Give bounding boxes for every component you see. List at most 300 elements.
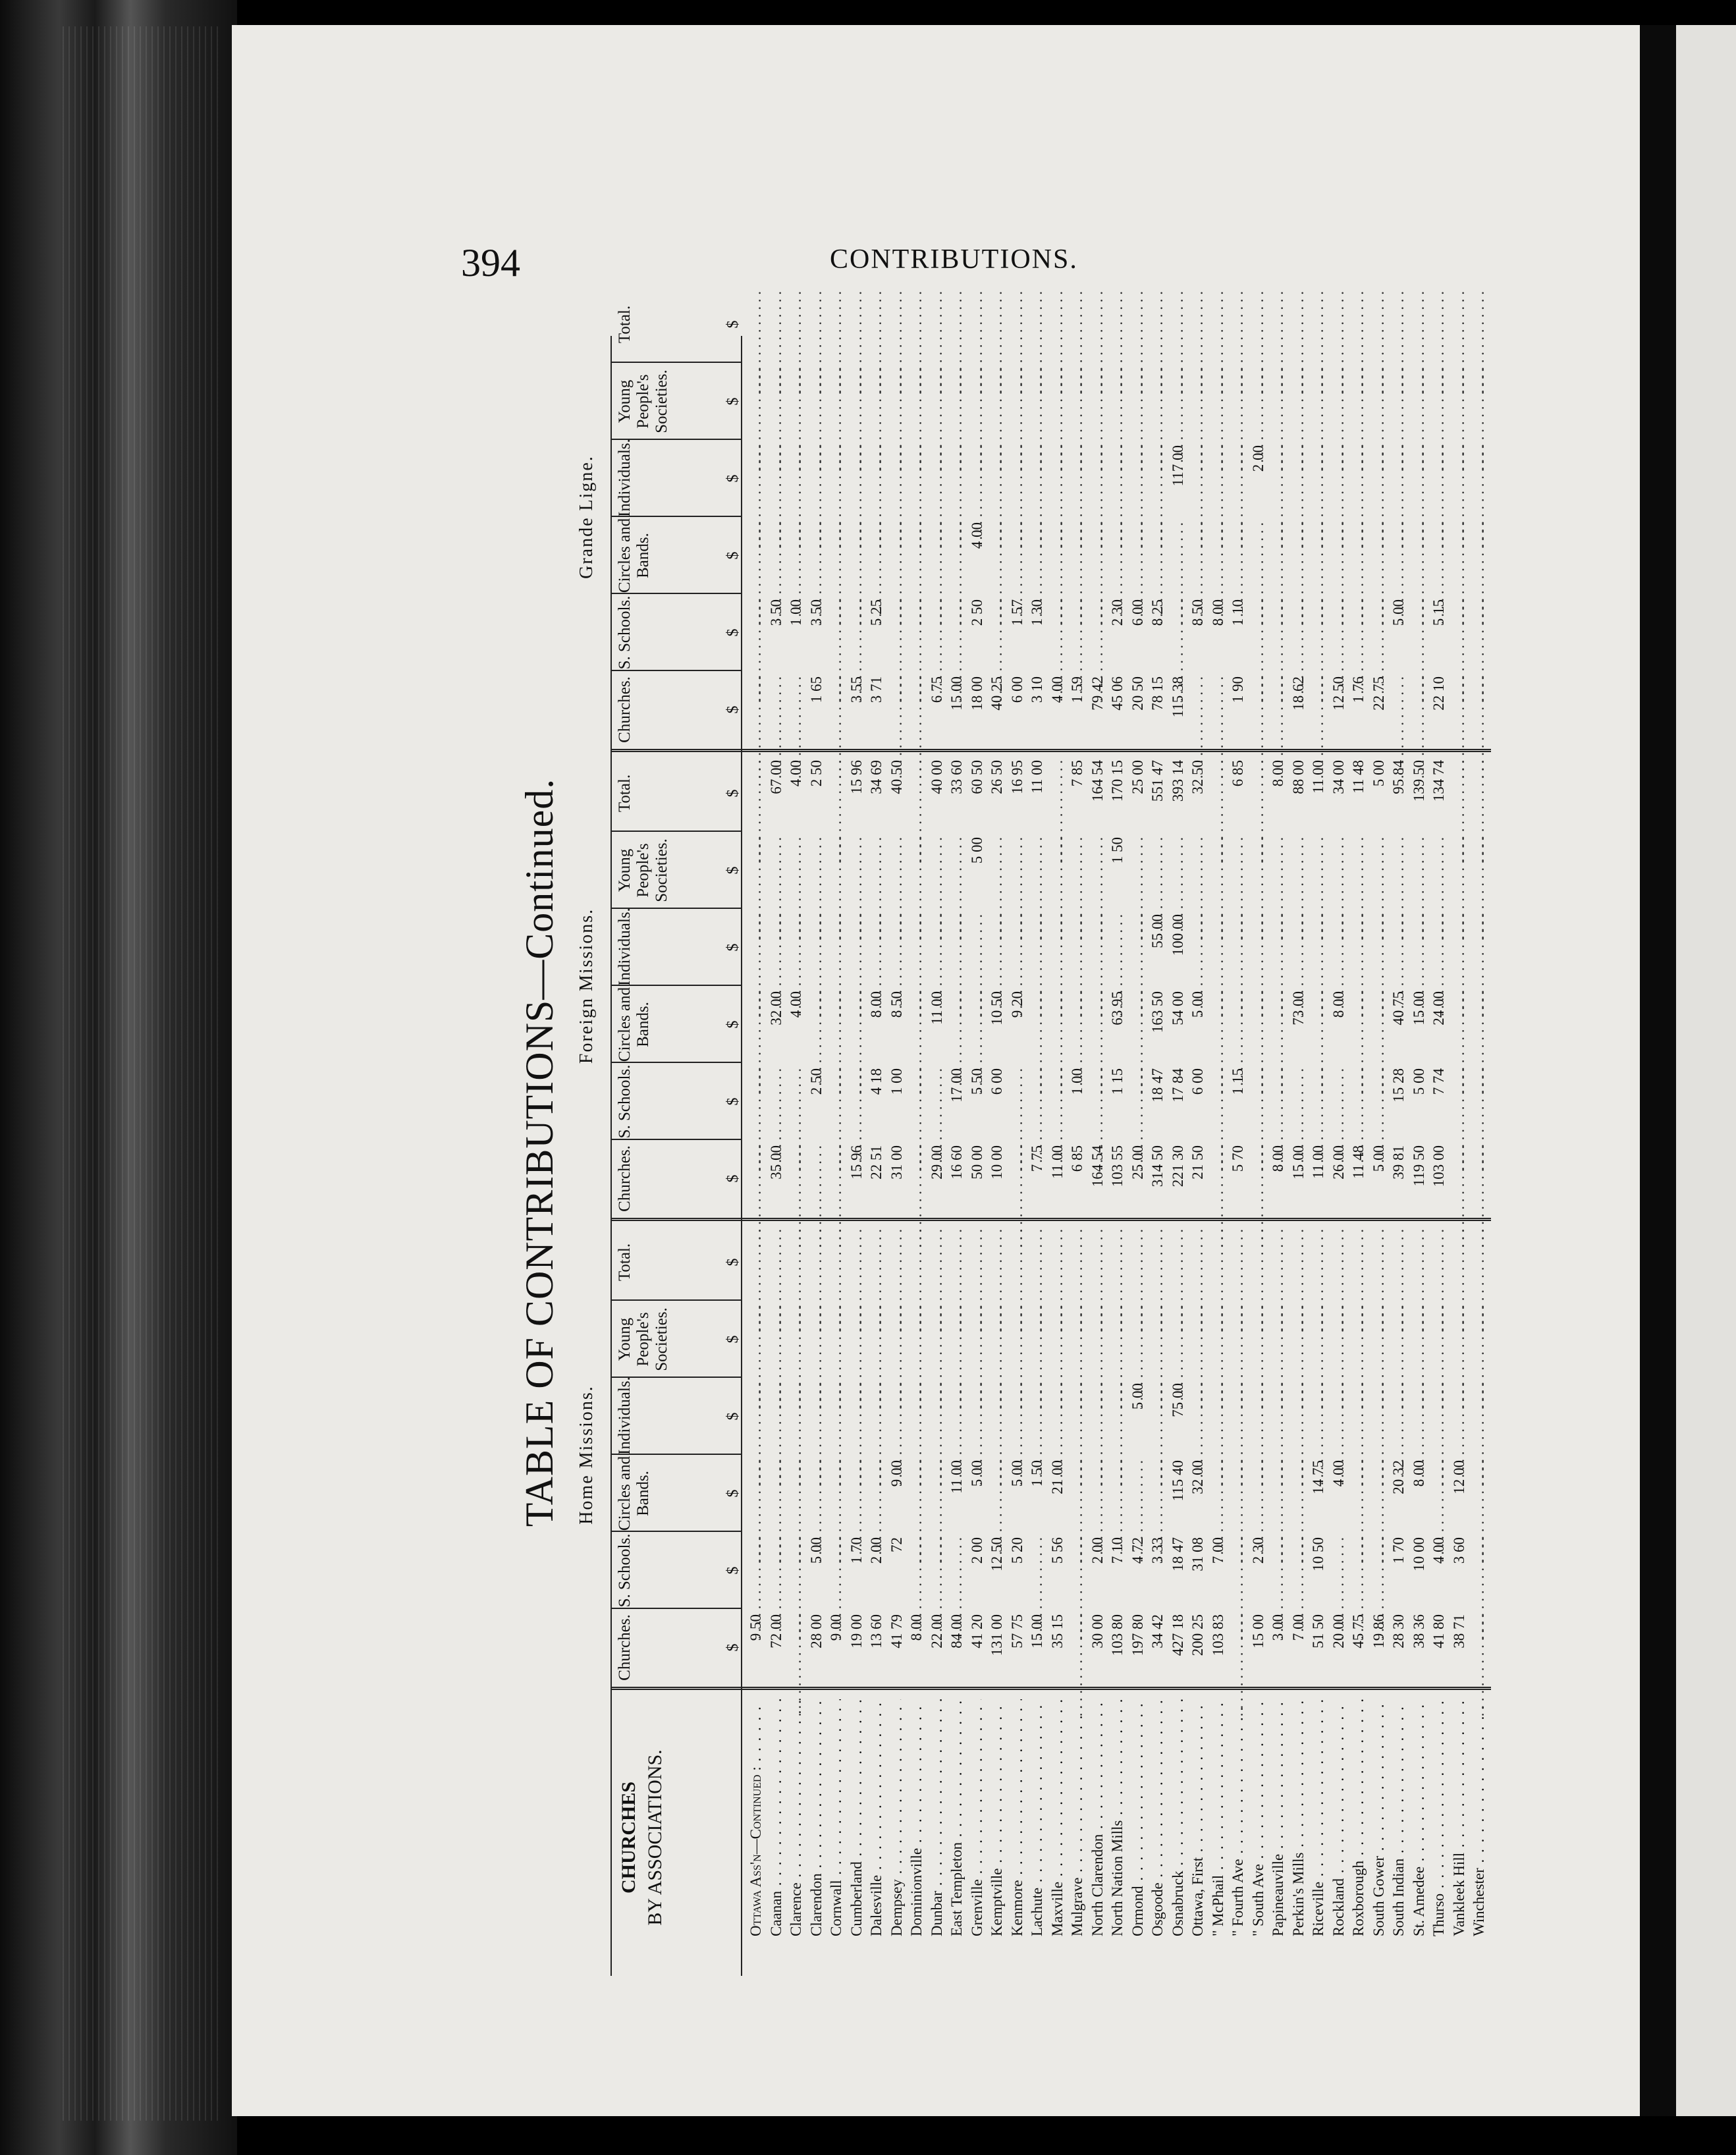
table-row <box>948 336 968 1976</box>
church-name: Thurso . . . <box>1430 1699 1450 1936</box>
book-spine <box>0 0 237 2155</box>
amount-cell: 5 00 <box>1008 1460 1025 1487</box>
amount-cell: 39 81 <box>1390 1145 1407 1180</box>
church-name: " McPhail . . . <box>1210 1699 1230 1936</box>
amount-cell <box>948 291 968 363</box>
amount-cell <box>929 1229 948 1301</box>
col-header-grande-4: Young People's Societies. <box>616 369 670 433</box>
amount-cell: 21 00 <box>1048 1460 1066 1494</box>
amount-cell: 5 25 <box>868 599 884 626</box>
amount-cell <box>848 1229 868 1301</box>
amount-cell <box>1451 291 1471 363</box>
amount-cell: 5 00 <box>1189 991 1206 1018</box>
amount-cell: 11 48 <box>1350 1145 1367 1179</box>
rotated-contributions-table <box>517 305 1518 1976</box>
church-name: North Nation Mills . . . <box>1109 1699 1129 1936</box>
table-row <box>1310 336 1330 1976</box>
amount-cell: 14 75 <box>1310 1460 1326 1494</box>
amount-cell: 100 00 <box>1169 914 1186 956</box>
amount-cell <box>1029 1537 1048 1609</box>
amount-cell: 28 00 <box>807 1614 825 1649</box>
amount-cell <box>969 291 989 363</box>
amount-cell: 4 00 <box>968 522 985 549</box>
amount-cell: 197 80 <box>1129 1614 1146 1656</box>
amount-cell: 427 18 <box>1169 1614 1186 1656</box>
amount-cell <box>848 837 868 909</box>
amount-cell <box>888 837 908 909</box>
amount-cell: 6 85 <box>1069 1145 1085 1172</box>
amount-cell <box>768 676 788 748</box>
table-row <box>1049 336 1069 1976</box>
amount-cell: 4 00 <box>1330 1460 1347 1487</box>
amount-cell <box>1430 1229 1450 1301</box>
church-name: Lachute . . . <box>1029 1699 1048 1936</box>
church-name: Dalesville . . . <box>868 1699 888 1936</box>
table-row <box>1250 336 1270 1976</box>
church-name: Kenmore . . . <box>1009 1699 1029 1936</box>
amount-cell: 18 47 <box>1149 1068 1166 1103</box>
amount-cell <box>1210 676 1230 748</box>
table-row <box>768 336 788 1976</box>
amount-cell <box>908 291 928 363</box>
amount-cell: 40 75 <box>1390 991 1407 1025</box>
dollar-sign: $ <box>724 1258 742 1267</box>
amount-cell <box>948 1229 968 1301</box>
amount-cell <box>1270 291 1289 363</box>
amount-cell: 17 84 <box>1169 1068 1186 1103</box>
amount-cell: 8 00 <box>908 1614 925 1641</box>
table-row <box>1029 336 1048 1976</box>
column-rule <box>610 593 742 594</box>
church-name: Osgoode . . . <box>1149 1699 1169 1936</box>
amount-cell: 31 08 <box>1189 1537 1206 1571</box>
dollar-sign: $ <box>724 320 742 329</box>
amount-cell: 3 55 <box>848 676 865 703</box>
dollar-sign: $ <box>724 1174 742 1183</box>
amount-cell: 1 70 <box>848 1537 865 1564</box>
dollar-sign: $ <box>724 705 742 714</box>
table-row <box>828 336 848 1976</box>
amount-cell: 551 47 <box>1149 760 1166 802</box>
table-row <box>1129 336 1149 1976</box>
col-header-home-0: Churches. <box>616 1614 634 1681</box>
amount-cell: 163 50 <box>1149 991 1166 1033</box>
col-header-foreign-2: Circles and Bands. <box>616 987 652 1062</box>
amount-cell: 72 00 <box>767 1614 784 1649</box>
amount-cell <box>1029 1229 1048 1301</box>
amount-cell <box>1230 837 1249 909</box>
amount-cell <box>808 1145 828 1217</box>
church-name: Cornwall . . . <box>828 1699 848 1936</box>
amount-cell: 34 42 <box>1149 1614 1166 1649</box>
amount-cell: 1 57 <box>1008 599 1025 626</box>
amount-cell: 40 50 <box>888 760 905 794</box>
amount-cell <box>1390 291 1410 363</box>
church-name: Vankleek Hill . . . <box>1451 1699 1471 1936</box>
dollar-sign: $ <box>724 1097 742 1106</box>
amount-cell <box>1330 1068 1350 1140</box>
amount-cell: 11 00 <box>1029 760 1045 794</box>
group-header-home: Home Missions. <box>576 1385 597 1525</box>
amount-cell <box>1170 522 1189 594</box>
table-row <box>848 336 868 1976</box>
amount-cell: 8 25 <box>1149 599 1166 626</box>
amount-cell: 2 50 <box>807 760 825 787</box>
amount-cell: 115 40 <box>1169 1460 1186 1502</box>
church-name: Dominionville . . . <box>908 1699 928 1936</box>
amount-cell: 15 96 <box>848 760 865 794</box>
amount-cell: 2 00 <box>968 1537 985 1564</box>
amount-cell: 25 00 <box>1129 760 1146 794</box>
amount-cell <box>1089 1229 1109 1301</box>
amount-cell: 75 00 <box>1169 1383 1186 1417</box>
amount-cell: 11 00 <box>1310 760 1326 794</box>
church-name: Grenville . . . <box>969 1699 989 1936</box>
amount-cell: 5 70 <box>1230 1145 1246 1172</box>
amount-cell <box>1270 837 1289 909</box>
amount-cell <box>1210 291 1230 363</box>
col-header-foreign-0: Churches. <box>616 1145 634 1212</box>
amount-cell <box>1230 1229 1249 1301</box>
amount-cell <box>1029 837 1048 909</box>
amount-cell: 3 33 <box>1149 1537 1166 1564</box>
amount-cell <box>1189 837 1209 909</box>
amount-cell <box>1089 837 1109 909</box>
amount-cell <box>969 914 989 986</box>
col-header-grande-5: Total. <box>616 305 634 344</box>
church-name: Clarendon . . . <box>808 1699 828 1936</box>
table-row <box>969 336 989 1976</box>
amount-cell <box>788 837 807 909</box>
amount-cell: 29 00 <box>928 1145 945 1180</box>
amount-cell: 119 50 <box>1410 1145 1427 1187</box>
amount-cell: 6 85 <box>1230 760 1246 787</box>
amount-cell <box>1029 291 1048 363</box>
amount-cell: 1 50 <box>1029 1460 1045 1487</box>
amount-cell: 103 80 <box>1109 1614 1126 1656</box>
amount-cell: 1 15 <box>1230 1068 1246 1095</box>
amount-cell: 38 71 <box>1450 1614 1467 1649</box>
amount-cell <box>1310 837 1330 909</box>
church-name: Winchester . . . <box>1471 1699 1490 1936</box>
amount-cell: 5 00 <box>1129 1383 1146 1410</box>
amount-cell <box>808 291 828 363</box>
amount-cell: 31 00 <box>888 1145 905 1180</box>
amount-cell: 17 00 <box>948 1068 965 1103</box>
church-name: South Gower . . . <box>1370 1699 1390 1936</box>
dollar-sign: $ <box>724 789 742 798</box>
column-rule <box>610 439 742 440</box>
amount-cell: 5 00 <box>807 1537 825 1564</box>
amount-cell: 8 00 <box>1410 1460 1427 1487</box>
amount-cell <box>929 837 948 909</box>
amount-cell <box>1069 1229 1089 1301</box>
amount-cell <box>1109 1229 1129 1301</box>
church-name: Cumberland . . . <box>848 1699 868 1936</box>
amount-cell: 11 48 <box>1350 760 1367 794</box>
amount-cell <box>768 1229 788 1301</box>
amount-cell <box>1009 1068 1029 1140</box>
amount-cell <box>1189 291 1209 363</box>
amount-cell: 18 00 <box>968 676 985 711</box>
amount-cell: 5 00 <box>1370 1145 1387 1172</box>
col-header-foreign-5: Total. <box>616 774 634 813</box>
column-rule <box>610 1377 742 1378</box>
church-name: Roxborough . . . <box>1350 1699 1370 1936</box>
amount-cell: 40 25 <box>989 676 1005 711</box>
amount-cell: 11 00 <box>928 991 945 1025</box>
amount-cell <box>948 837 968 909</box>
amount-cell <box>1049 291 1069 363</box>
amount-cell: 84 00 <box>948 1614 965 1649</box>
amount-cell: 55 00 <box>1149 914 1166 948</box>
amount-cell: 33 60 <box>948 760 965 794</box>
table-row <box>1170 336 1189 1976</box>
column-rule <box>610 1139 742 1140</box>
amount-cell <box>1129 1229 1149 1301</box>
church-name: Kemptville . . . <box>989 1699 1008 1936</box>
amount-cell: 7 00 <box>1209 1537 1226 1564</box>
church-name: Maxville . . . <box>1049 1699 1069 1936</box>
amount-cell <box>1471 291 1490 363</box>
table-top-rule <box>610 336 612 1976</box>
amount-cell: 19 86 <box>1370 1614 1387 1649</box>
amount-cell: 63 95 <box>1109 991 1126 1025</box>
amount-cell: 1 90 <box>1230 676 1246 703</box>
col-header-grande-2: Circles and Bands. <box>616 518 652 593</box>
amount-cell <box>868 1229 888 1301</box>
amount-cell: 164 54 <box>1089 1145 1106 1187</box>
church-name: " Fourth Ave . . . <box>1230 1699 1249 1936</box>
amount-cell <box>1350 291 1370 363</box>
amount-cell: 16 95 <box>1008 760 1025 794</box>
column-rule <box>610 1062 742 1063</box>
amount-cell <box>1330 1537 1350 1609</box>
amount-cell: 5 15 <box>1430 599 1447 626</box>
table-row <box>1009 336 1029 1976</box>
church-name: Ormond . . . <box>1129 1699 1149 1936</box>
page-edges <box>63 26 221 2121</box>
amount-cell: 2 50 <box>807 1068 825 1095</box>
church-name: Riceville . . . <box>1310 1699 1330 1936</box>
churches-header: CHURCHES <box>618 1781 639 1894</box>
amount-cell <box>768 291 788 363</box>
amount-cell <box>1189 1229 1209 1301</box>
amount-cell: 35 00 <box>767 1145 784 1180</box>
church-name: Clarence . . . <box>788 1699 807 1936</box>
amount-cell: 10 50 <box>989 991 1005 1025</box>
column-rule <box>610 670 742 671</box>
church-name: Ottawa, First . . . <box>1189 1699 1209 1936</box>
amount-cell: 38 36 <box>1410 1614 1427 1649</box>
amount-cell <box>768 1068 788 1140</box>
amount-cell: 28 30 <box>1390 1614 1407 1649</box>
amount-cell: 22 75 <box>1370 676 1387 711</box>
amount-cell: 7 85 <box>1069 760 1085 787</box>
amount-cell: 3 10 <box>1029 676 1045 703</box>
amount-cell: 32 00 <box>767 991 784 1025</box>
facing-page-edge <box>1676 25 1736 2116</box>
amount-cell: 10 50 <box>1310 1537 1326 1571</box>
amount-cell <box>1109 914 1129 986</box>
amount-cell: 24 00 <box>1430 991 1447 1025</box>
table-row <box>1471 336 1490 1976</box>
amount-cell: 95 84 <box>1390 760 1407 794</box>
table-row <box>1330 336 1350 1976</box>
table-row <box>929 336 948 1976</box>
col-header-home-5: Total. <box>616 1243 634 1282</box>
church-name: Caanan . . . <box>768 1699 788 1936</box>
amount-cell: 8 50 <box>1189 599 1206 626</box>
amount-cell: 22 51 <box>868 1145 884 1180</box>
amount-cell <box>768 837 788 909</box>
amount-cell <box>788 1068 807 1140</box>
amount-cell <box>1129 291 1149 363</box>
amount-cell <box>1129 837 1149 909</box>
amount-cell: 88 00 <box>1289 760 1307 794</box>
amount-cell: 20 32 <box>1390 1460 1407 1494</box>
amount-cell: 79 42 <box>1089 676 1106 711</box>
amount-cell <box>828 291 848 363</box>
amount-cell <box>888 1229 908 1301</box>
amount-cell: 8 00 <box>1270 760 1286 787</box>
amount-cell <box>1290 1068 1310 1140</box>
col-header-grande-3: Individuals. <box>616 439 634 517</box>
amount-cell <box>1310 1229 1330 1301</box>
amount-cell <box>1149 291 1169 363</box>
amount-cell: 40 00 <box>928 760 945 794</box>
amount-cell: 20 00 <box>1330 1614 1347 1649</box>
amount-cell: 103 55 <box>1109 1145 1126 1187</box>
amount-cell <box>1170 291 1189 363</box>
amount-cell: 1 00 <box>788 599 804 626</box>
amount-cell: 11 00 <box>948 1460 965 1494</box>
amount-cell: 41 80 <box>1430 1614 1447 1649</box>
amount-cell <box>1129 1460 1149 1532</box>
amount-cell: 2 50 <box>968 599 985 626</box>
amount-cell: 34 00 <box>1330 760 1347 794</box>
dollar-sign: $ <box>724 943 742 952</box>
church-name: Dunbar . . . <box>929 1699 948 1936</box>
table-row <box>1451 336 1471 1976</box>
amount-cell <box>1350 837 1370 909</box>
amount-cell <box>1250 291 1270 363</box>
amount-cell <box>1411 1229 1430 1301</box>
table-row <box>1350 336 1370 1976</box>
amount-cell: 8 00 <box>1270 1145 1286 1172</box>
amount-cell: 134 74 <box>1430 760 1447 802</box>
dollar-sign: $ <box>724 866 742 875</box>
col-header-foreign-3: Individuals. <box>616 908 634 986</box>
dollar-sign: $ <box>724 474 742 483</box>
amount-cell: 13 60 <box>868 1614 884 1649</box>
table-title: TABLE OF CONTRIBUTIONS—Continued. <box>518 778 561 1527</box>
amount-cell <box>1390 1229 1410 1301</box>
table-row <box>747 336 767 1976</box>
amount-cell <box>1350 1229 1370 1301</box>
table-row <box>1089 336 1109 1976</box>
table-row <box>1290 336 1310 1976</box>
amount-cell <box>1330 291 1350 363</box>
amount-cell: 200 25 <box>1189 1614 1206 1656</box>
amount-cell: 19 00 <box>848 1614 865 1649</box>
table-row <box>1270 336 1289 1976</box>
amount-cell: 8 50 <box>888 991 905 1018</box>
amount-cell: 9 00 <box>828 1614 844 1641</box>
table-row <box>788 336 807 1976</box>
amount-cell: 15 00 <box>1289 1145 1307 1180</box>
amount-cell: 1 76 <box>1350 676 1367 703</box>
amount-cell: 72 <box>888 1537 905 1552</box>
amount-cell <box>1290 1229 1310 1301</box>
amount-cell <box>1109 291 1129 363</box>
table-row <box>1370 336 1390 1976</box>
column-rule <box>610 908 742 909</box>
amount-cell: 2 30 <box>1249 1537 1266 1564</box>
amount-cell: 4 00 <box>1048 676 1066 703</box>
amount-cell: 117 00 <box>1169 445 1186 487</box>
amount-cell <box>1170 1229 1189 1301</box>
amount-cell: 2 00 <box>1249 445 1266 472</box>
column-rule <box>610 516 742 517</box>
amount-cell: 10 00 <box>1410 1537 1427 1571</box>
amount-cell <box>929 1068 948 1140</box>
amount-cell <box>1049 1229 1069 1301</box>
amount-cell: 115 38 <box>1169 676 1186 718</box>
column-rule <box>610 1299 742 1301</box>
amount-cell: 9 00 <box>888 1460 905 1487</box>
amount-cell: 41 79 <box>888 1614 905 1649</box>
amount-cell: 50 00 <box>968 1145 985 1180</box>
dollar-sign: $ <box>724 1566 742 1575</box>
amount-cell: 15 96 <box>848 1145 865 1180</box>
amount-cell: 314 50 <box>1149 1145 1166 1187</box>
amount-cell: 11 00 <box>1310 1145 1326 1179</box>
church-name: East Templeton . . . <box>948 1699 968 1936</box>
amount-cell <box>1049 760 1069 832</box>
amount-cell <box>1250 522 1270 594</box>
amount-cell: 1 00 <box>1069 1068 1085 1095</box>
table-row <box>908 336 928 1976</box>
amount-cell: 67 00 <box>767 760 784 794</box>
amount-cell <box>1370 837 1390 909</box>
dollar-sign: $ <box>724 551 742 560</box>
amount-cell: 35 15 <box>1048 1614 1066 1649</box>
page-gutter <box>1640 25 1678 2116</box>
amount-cell: 2 00 <box>1089 1537 1106 1564</box>
amount-cell: 21 50 <box>1189 1145 1206 1180</box>
amount-cell: 103 83 <box>1209 1614 1226 1656</box>
page-number: 394 <box>461 241 520 285</box>
col-header-foreign-1: S. Schools. <box>616 1064 634 1139</box>
churches-subheader: BY ASSOCIATIONS. <box>644 1749 666 1926</box>
amount-cell <box>848 291 868 363</box>
amount-cell: 1 15 <box>1109 1068 1126 1095</box>
amount-cell: 32 00 <box>1189 1460 1206 1494</box>
amount-cell <box>1390 676 1410 748</box>
amount-cell: 8 00 <box>1209 599 1226 626</box>
amount-cell <box>1089 291 1109 363</box>
col-header-home-3: Individuals. <box>616 1377 634 1455</box>
amount-cell <box>1069 837 1089 909</box>
amount-cell <box>1290 291 1310 363</box>
table-row <box>1430 336 1450 1976</box>
table-row <box>868 336 888 1976</box>
amount-cell: 15 00 <box>948 676 965 711</box>
amount-cell <box>1430 837 1450 909</box>
amount-cell: 2 30 <box>1109 599 1126 626</box>
church-name: Dempsey . . . <box>888 1699 908 1936</box>
